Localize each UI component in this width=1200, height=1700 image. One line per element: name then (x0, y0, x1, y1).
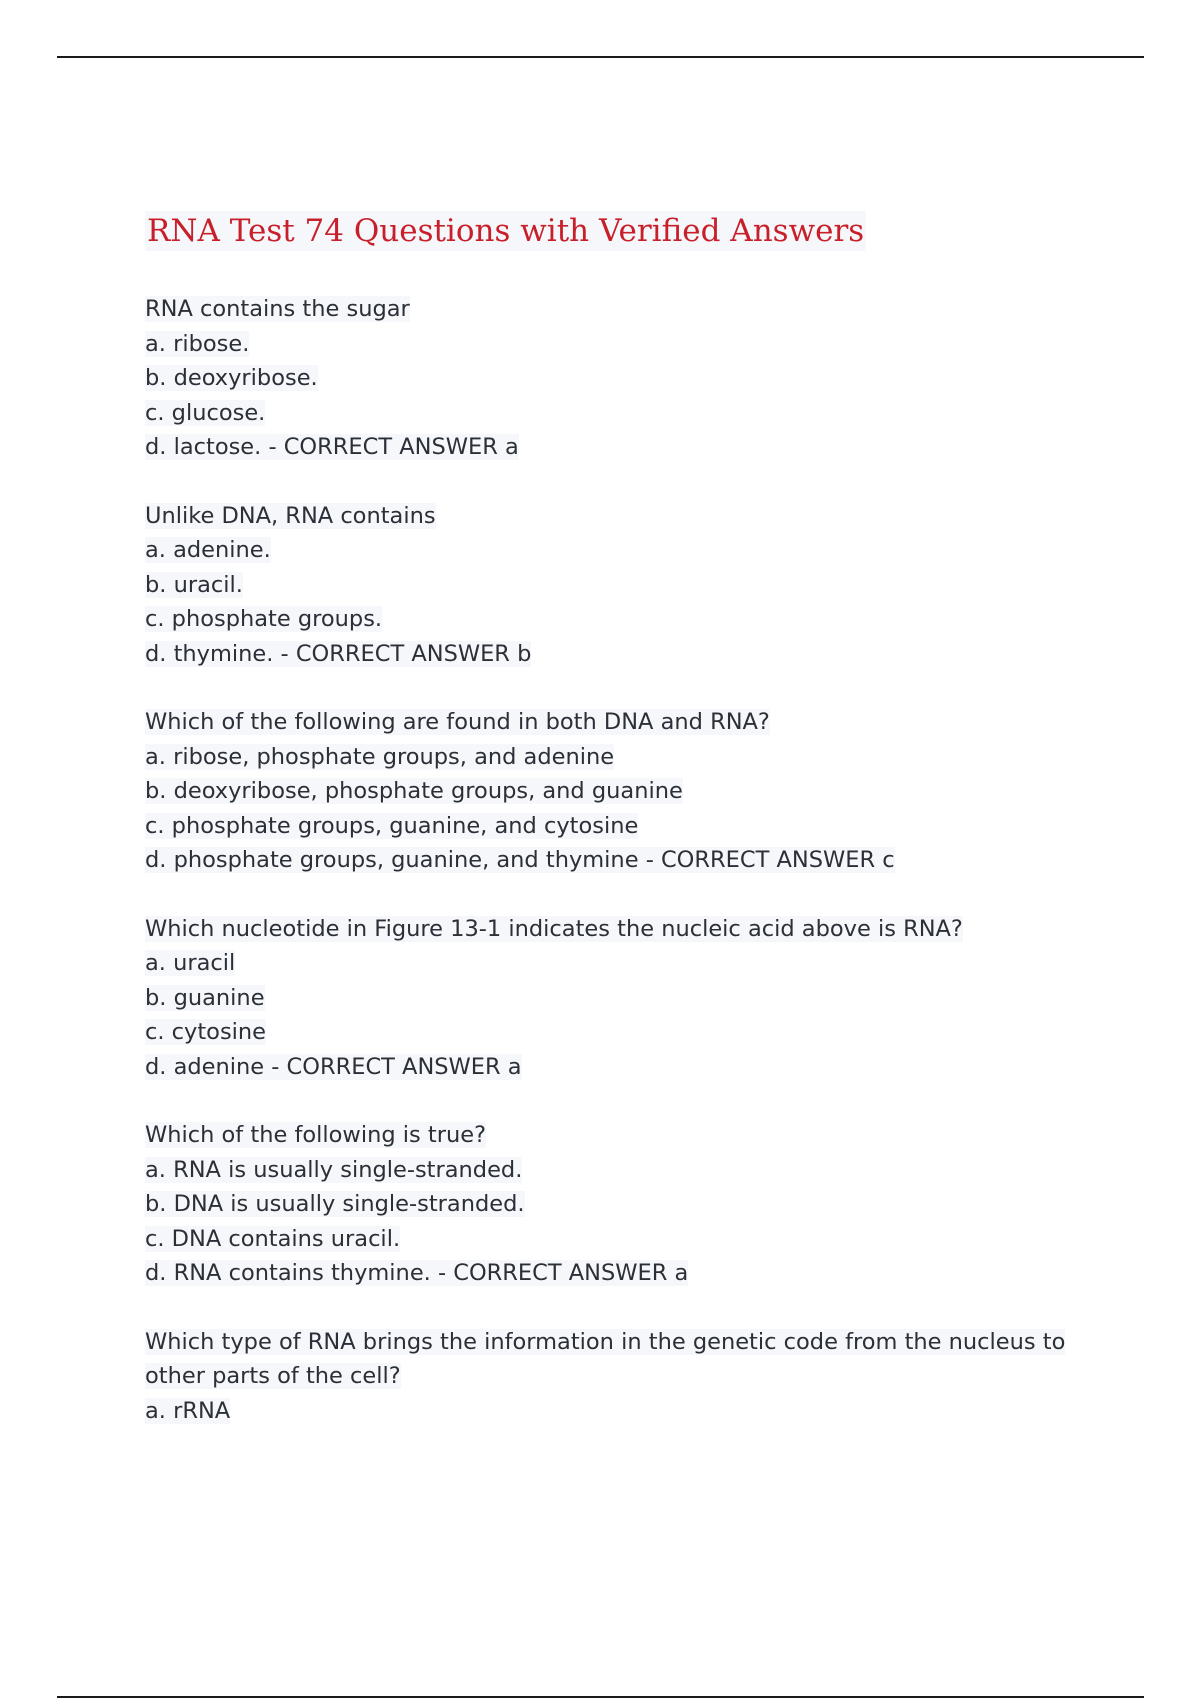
answer-option: c. glucose. (145, 399, 266, 426)
question-text: Which of the following is true? (145, 1122, 487, 1148)
question-text: RNA contains the sugar (145, 296, 410, 322)
answer-option: c. cytosine (145, 1019, 267, 1045)
answer-option: b. uracil. (145, 571, 243, 598)
answer-option-with-correct-answer: d. adenine - CORRECT ANSWER a (145, 1053, 522, 1080)
question-text: Which of the following are found in both DNA and RNA? (145, 709, 770, 735)
question-block (145, 499, 1095, 672)
question-text: Unlike DNA, RNA contains (145, 502, 436, 529)
question-block (145, 1325, 1095, 1429)
answer-option: b. guanine (145, 984, 265, 1011)
header-rule (57, 56, 1144, 58)
answer-option: a. rRNA (145, 1397, 231, 1424)
answer-option: a. RNA is usually single-stranded. (145, 1156, 523, 1183)
answer-option: c. DNA contains uracil. (145, 1225, 401, 1252)
question-text: Which type of RNA brings the information in the genetic code from the nucleus to (145, 1328, 1066, 1355)
answer-option-with-correct-answer: d. thymine. - CORRECT ANSWER b (145, 640, 532, 667)
answer-option: c. phosphate groups, guanine, and cytosine (145, 812, 639, 839)
footer-rule (57, 1696, 1144, 1698)
answer-option-with-correct-answer: d. RNA contains thymine. - CORRECT ANSWER a (145, 1260, 689, 1286)
question-block (145, 912, 1095, 1085)
answer-option-with-correct-answer: d. lactose. - CORRECT ANSWER a (145, 434, 519, 460)
answer-option: b. DNA is usually single-stranded. (145, 1191, 525, 1217)
answer-option: c. phosphate groups. (145, 606, 383, 632)
answer-option: a. uracil (145, 950, 236, 976)
question-list (145, 292, 1095, 1462)
question-block (145, 1118, 1095, 1291)
answer-option: b. deoxyribose. (145, 365, 318, 391)
question-text-continued: other parts of the cell? (145, 1363, 401, 1389)
answer-option-with-correct-answer: d. phosphate groups, guanine, and thymine - CORRECT ANSWER c (145, 847, 895, 873)
question-text: Which nucleotide in Figure 13-1 indicates the nucleic acid above is RNA? (145, 915, 963, 942)
answer-option: a. ribose, phosphate groups, and adenine (145, 743, 615, 770)
answer-option: a. ribose. (145, 330, 250, 357)
answer-option: a. adenine. (145, 537, 271, 563)
question-block (145, 292, 1095, 465)
answer-option: b. deoxyribose, phosphate groups, and guanine (145, 778, 683, 804)
document-title: RNA Test 74 Questions with Verified Answers (147, 213, 865, 249)
question-block (145, 705, 1095, 878)
